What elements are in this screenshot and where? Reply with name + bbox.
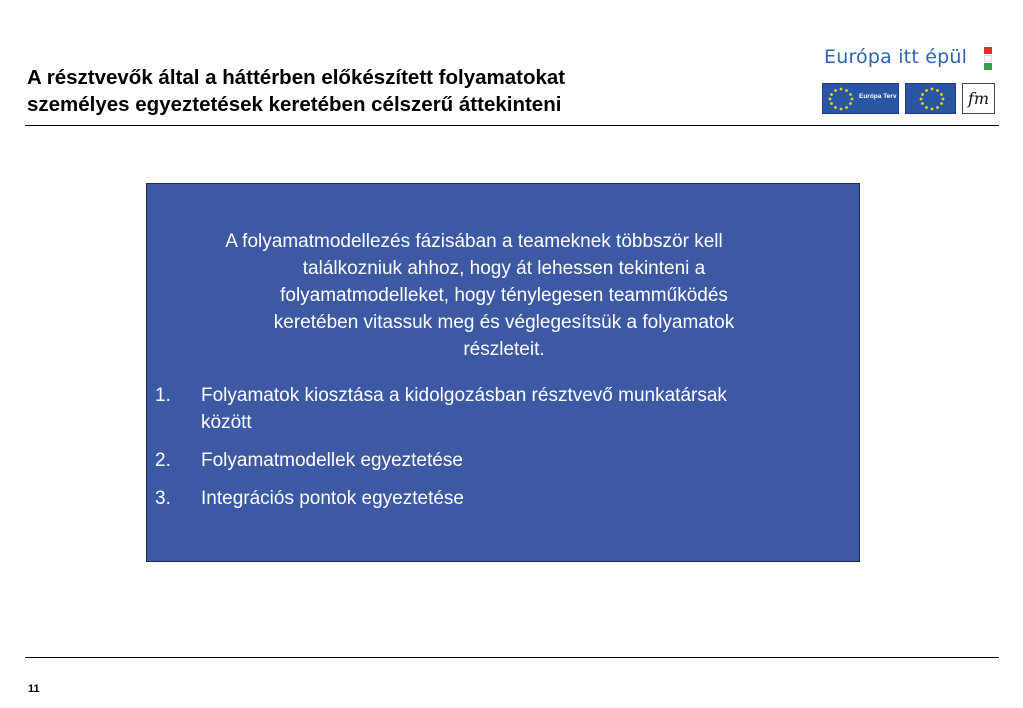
intro-line: részleteit.: [463, 339, 545, 360]
intro-line: keretében vitassuk meg és véglegesítsük a folyamatok: [273, 312, 735, 333]
bottom-divider: [25, 657, 999, 658]
list-item-text: Folyamatmodellek egyeztetése: [201, 450, 463, 471]
list-item: [155, 382, 855, 436]
eu-flag-badge: [905, 83, 956, 114]
eu-stars-icon: [918, 86, 946, 112]
list-item-text: Integrációs pontok egyeztetése: [201, 488, 465, 509]
list-item-text: között: [201, 412, 252, 433]
fm-logo-badge: fm: [962, 83, 995, 114]
logo-text: Európa itt épül: [824, 46, 968, 68]
europa-itt-epul-logo: [820, 44, 1000, 119]
list-item-number: 2.: [155, 450, 171, 471]
intro-line: A folyamatmodellezés fázisában a teameknek többször kell: [225, 231, 723, 252]
intro-line: találkozniuk ahhoz, hogy át lehessen tekinteni a: [302, 258, 706, 279]
top-divider: [25, 125, 999, 126]
europa-terv-badge: [822, 83, 899, 114]
numbered-list: [155, 382, 855, 523]
page-number: 11: [28, 683, 40, 695]
list-item-text: Folyamatok kiosztása a kidolgozásban résztvevő munkatársak: [201, 385, 727, 406]
eu-stars-icon: [826, 86, 856, 112]
content-box: [146, 183, 860, 562]
intro-paragraph: [147, 228, 861, 363]
hungarian-flag-icon: [984, 47, 992, 71]
slide-title-line: A résztvevők által a háttérben előkészített folyamatokat: [27, 66, 566, 89]
intro-line: folyamatmodelleket, hogy ténylegesen teamműködés: [280, 285, 728, 306]
europa-terv-label: Európa Terv: [859, 93, 897, 100]
slide-title: [27, 64, 787, 118]
list-item-number: 1.: [155, 385, 171, 406]
list-item: [155, 447, 855, 474]
list-item: [155, 485, 855, 512]
list-item-number: 3.: [155, 488, 171, 509]
slide-title-line: személyes egyeztetések keretében célszerű áttekinteni: [27, 93, 562, 116]
